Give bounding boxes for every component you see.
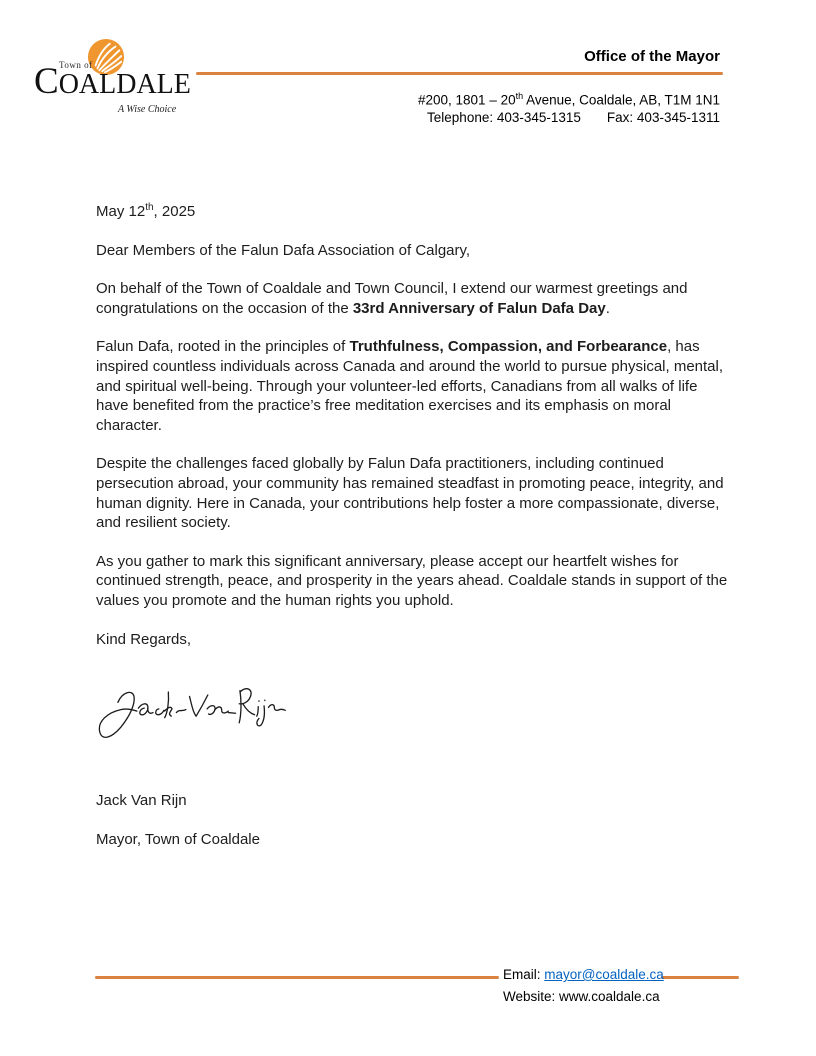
email-label: Email: [503,967,545,982]
logo-town-of-text: Town of [59,60,93,70]
logo-tagline: A Wise Choice [118,104,177,115]
principles-bold-text: Truthfulness, Compassion, and Forbearance [349,338,668,356]
footer-divider-left [95,976,499,979]
signature-image [96,673,286,755]
logo-name-rest: OALDALE [58,69,191,100]
logo-initial: C [34,61,59,102]
address-superscript: th [515,91,524,101]
email-link[interactable]: mayor@coaldale.ca [544,967,664,982]
signer-title: Mayor, Town of Coaldale [96,830,260,848]
footer-email-line [503,967,664,982]
signer-name: Jack Van Rijn [96,792,187,810]
footer-website-line: Website: www.coaldale.ca [503,989,660,1004]
header-divider-line [196,72,723,75]
telephone-number: Telephone: 403-345-1315 [427,109,581,125]
paragraph-2: Falun Dafa, rooted in the principles of Truthfulness, Compassion, and Forbearance, has inspired countless individuals across Canada and around the world to pursue physical, mental, and spiritual well-being. Through your volunteer-led efforts, Canadians from all walks of life have benefited from the practice’s free meditation exercises and its emphasis on moral character. [96,338,724,434]
letter-date: May 12th, 2025 [96,202,196,220]
salutation: Dear Members of the Falun Dafa Association of Calgary, [96,241,471,259]
footer-divider-right [661,976,739,979]
fax-number: Fax: 403-345-1311 [606,109,720,125]
office-of-the-mayor-title: Office of the Mayor [584,48,720,65]
street-address: #200, 1801 – 20th Avenue, Coaldale, AB, T1M 1N1 [418,91,720,108]
paragraph-3: Despite the challenges faced globally by Falun Dafa practitioners, including continued persecution abroad, your community has remained steadfast in promoting peace, integrity, and human dignity. Here in Canada, your contributions help foster a more compassionate, diverse, and resilient society. [96,455,724,532]
paragraph-1: On behalf of the Town of Coaldale and Town Council, I extend our warmest greetings and congratulations on the occasion of the 33rd Anniversary of Falun Dafa Day. [96,280,688,317]
phone-fax-line [418,109,720,126]
paragraph-4: As you gather to mark this significant anniversary, please accept our heartfelt wishes for continued strength, peace, and prosperity in the years ahead. Coaldale stands in support of the values you promote and the human rights you uphold. [96,552,728,609]
letter-body [96,198,728,868]
closing-line: Kind Regards, [96,630,192,648]
header-contact-block [418,88,720,126]
signature-block [96,673,728,791]
anniversary-bold-text: 33rd Anniversary of Falun Dafa Day [352,299,606,317]
date-superscript: th [145,202,154,213]
